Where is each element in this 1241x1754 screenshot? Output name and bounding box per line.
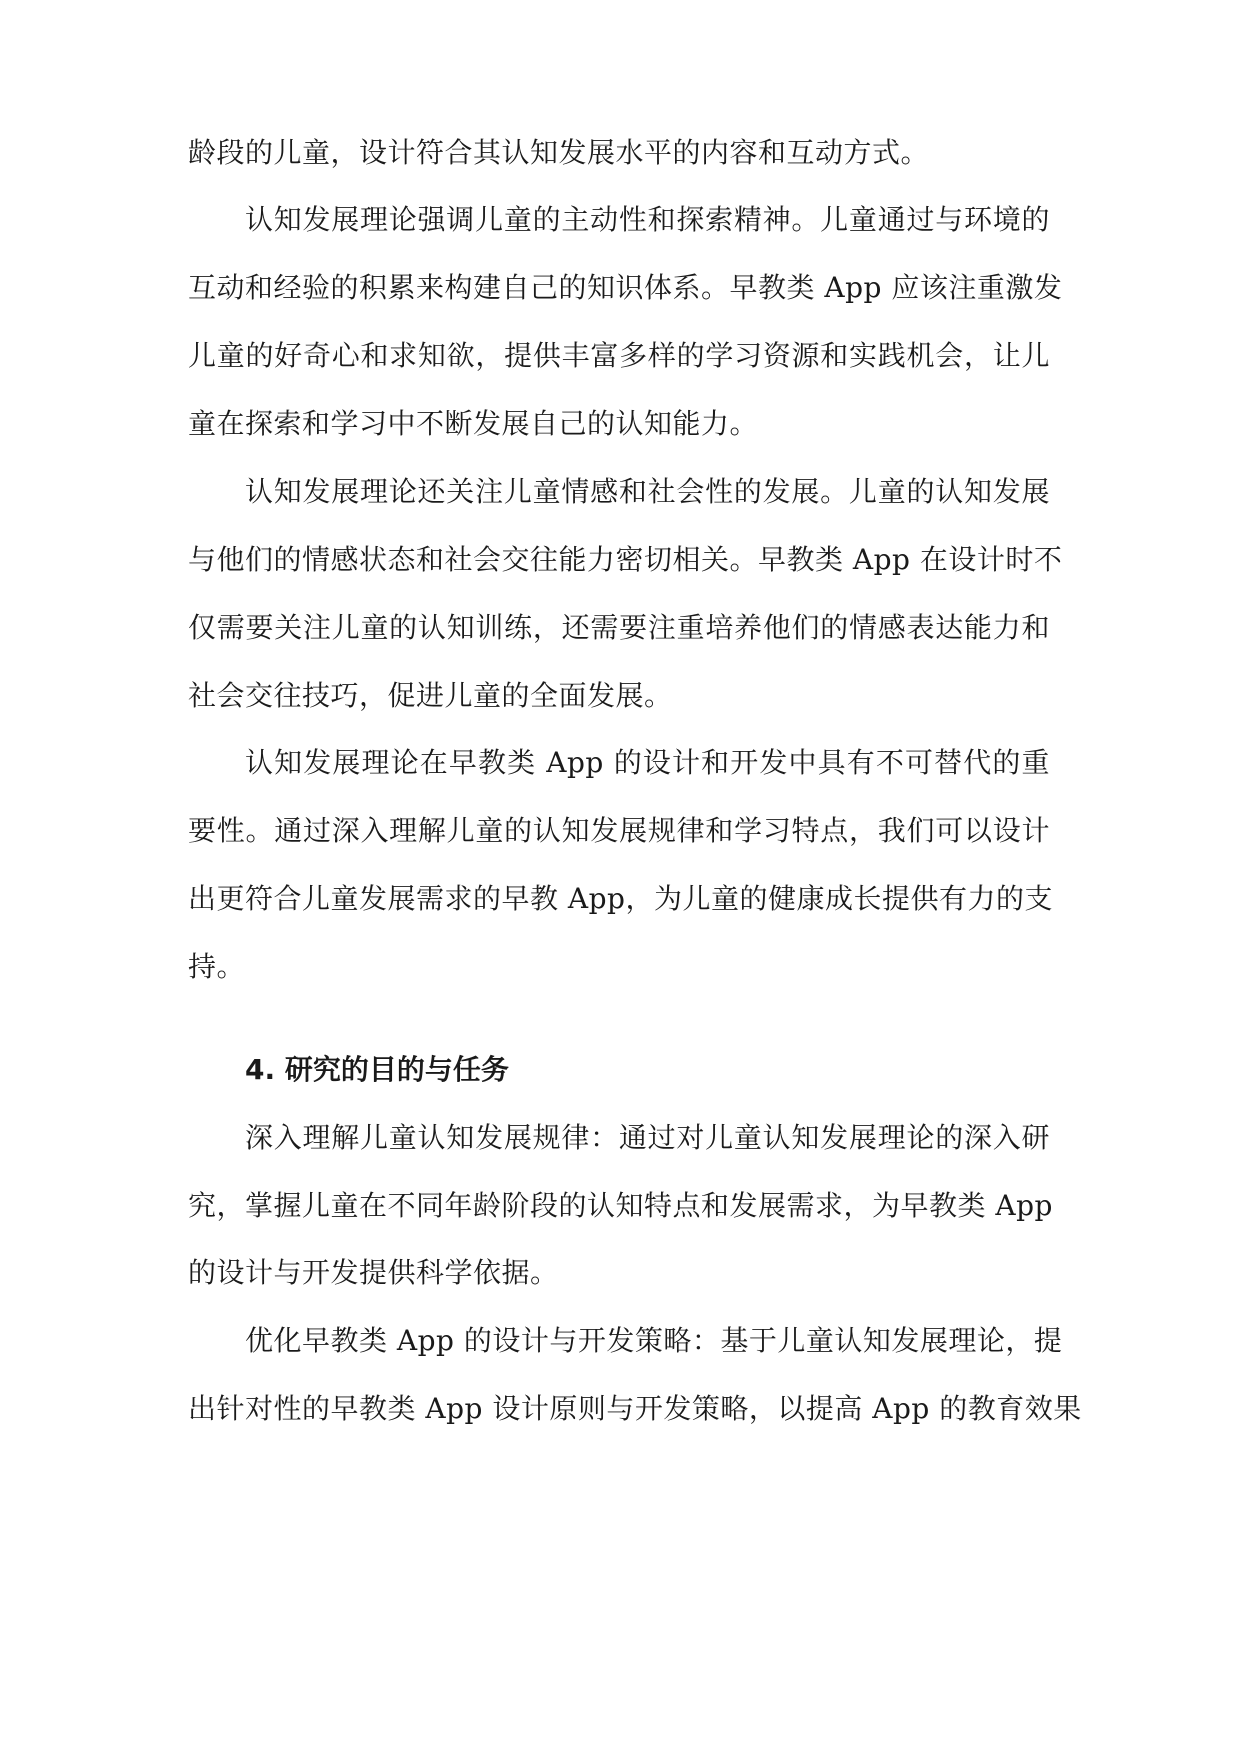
text-line: 社会交往技巧，促进儿童的全面发展。: [188, 679, 673, 712]
text-line: 互动和经验的积累来构建自己的知识体系。早教类 App 应该注重激发: [188, 271, 1063, 304]
text-line: 优化早教类 App 的设计与开发策略：基于儿童认知发展理论，提: [245, 1324, 1063, 1357]
text-line: 与他们的情感状态和社会交往能力密切相关。早教类 App 在设计时不: [188, 543, 1063, 576]
text-line: 儿童的好奇心和求知欲，提供丰富多样的学习资源和实践机会，让儿: [188, 339, 1050, 372]
text-line: 认知发展理论在早教类 App 的设计和开发中具有不可替代的重: [245, 746, 1050, 779]
text-line: 出更符合儿童发展需求的早教 App，为儿童的健康成长提供有力的支: [188, 882, 1053, 915]
text-line: 究，掌握儿童在不同年龄阶段的认知特点和发展需求，为早教类 App: [188, 1189, 1053, 1222]
text-line: 要性。通过深入理解儿童的认知发展规律和学习特点，我们可以设计: [188, 814, 1050, 847]
text-line: 的设计与开发提供科学依据。: [188, 1256, 559, 1289]
text-line: 龄段的儿童，设计符合其认知发展水平的内容和互动方式。: [188, 136, 930, 169]
text-line: 认知发展理论强调儿童的主动性和探索精神。儿童通过与环境的: [245, 203, 1050, 236]
text-line: 持。: [188, 950, 246, 983]
section-heading: 4. 研究的目的与任务: [245, 1053, 509, 1086]
text-line: 出针对性的早教类 App 设计原则与开发策略，以提高 App 的教育效果: [188, 1392, 1082, 1425]
text-line: 认知发展理论还关注儿童情感和社会性的发展。儿童的认知发展: [245, 475, 1050, 508]
text-line: 童在探索和学习中不断发展自己的认知能力。: [188, 407, 759, 440]
text-line: 深入理解儿童认知发展规律：通过对儿童认知发展理论的深入研: [245, 1121, 1050, 1154]
text-line: 仅需要关注儿童的认知训练，还需要注重培养他们的情感表达能力和: [188, 611, 1050, 644]
